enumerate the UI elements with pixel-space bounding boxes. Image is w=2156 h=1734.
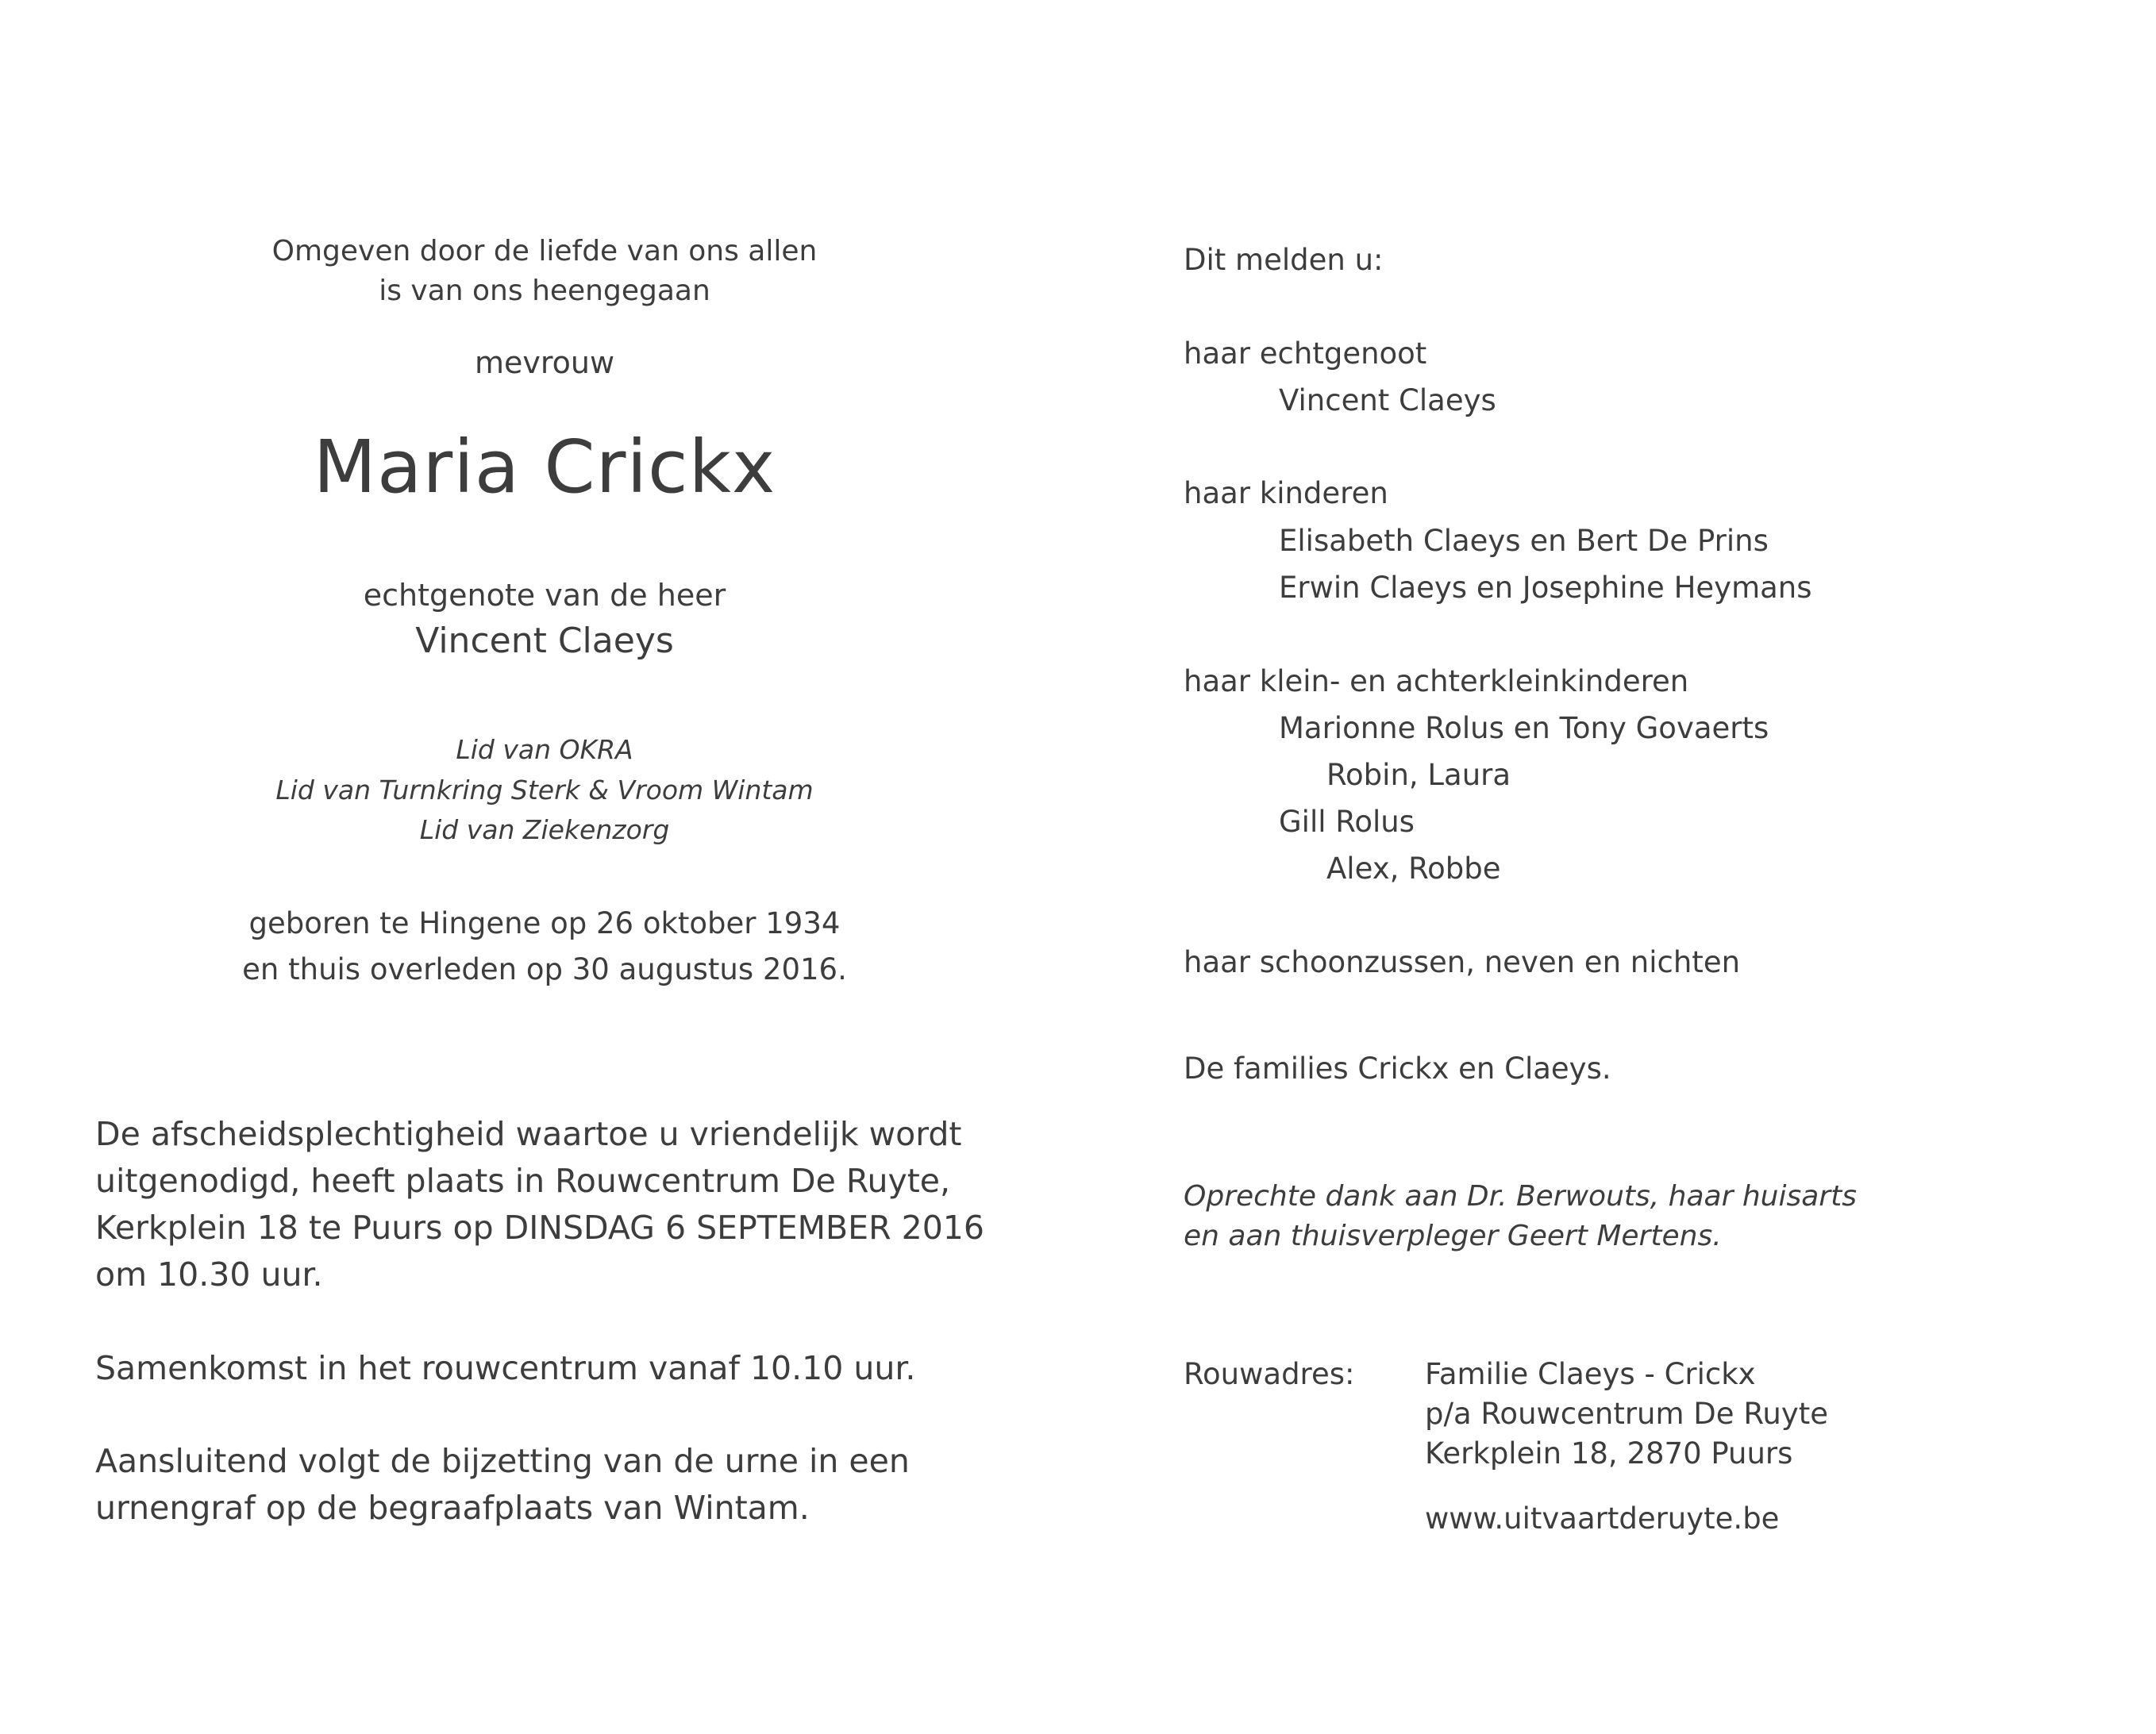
address-label: Rouwadres: [1184, 1357, 1355, 1391]
grandchild-2: Gill Rolus [1279, 805, 1415, 839]
ceremony-line-1: De afscheidsplechtigheid waartoe u vriendelijk wordt [95, 1115, 962, 1153]
membership-3: Lid van Ziekenzorg [419, 814, 670, 845]
husband-label: haar echtgenoot [1184, 336, 1427, 371]
address-line-2: p/a Rouwcentrum De Ruyte [1425, 1397, 1828, 1431]
grandchild-1: Marionne Rolus en Tony Govaerts [1279, 711, 1769, 745]
burial-line-2: urnengraf op de begraafplaats van Wintam. [95, 1489, 810, 1527]
great-grandchildren-1: Robin, Laura [1326, 758, 1511, 792]
spouse-name: Vincent Claeys [415, 621, 674, 661]
birth-line: geboren te Hingene op 26 oktober 1934 [248, 906, 841, 940]
children-label: haar kinderen [1184, 476, 1388, 510]
ceremony-line-3: Kerkplein 18 te Puurs op DINSDAG 6 SEPTEMBER 2016 [95, 1209, 984, 1247]
intro-line-2: is van ons heengegaan [379, 275, 710, 307]
death-line: en thuis overleden op 30 augustus 2016. [242, 952, 847, 986]
spouse-label: echtgenote van de heer [363, 578, 726, 613]
child-2: Erwin Claeys en Josephine Heymans [1279, 571, 1812, 605]
intro-line-1: Omgeven door de liefde van ons allen [271, 235, 818, 267]
great-grandchildren-2: Alex, Robbe [1326, 852, 1501, 886]
thanks-line-2: en aan thuisverpleger Geert Mertens. [1184, 1220, 1722, 1252]
ceremony-paragraph [95, 1111, 984, 1298]
child-1: Elisabeth Claeys en Bert De Prins [1279, 524, 1769, 558]
ceremony-line-2: uitgenodigd, heeft plaats in Rouwcentrum De Ruyte, [95, 1162, 951, 1200]
membership-2: Lid van Turnkring Sterk & Vroom Wintam [275, 775, 814, 805]
membership-1: Lid van OKRA [456, 734, 633, 765]
title-word: mevrouw [474, 345, 615, 380]
husband-name: Vincent Claeys [1279, 383, 1496, 417]
website-link[interactable]: www.uitvaartderuyte.be [1425, 1501, 1780, 1536]
deceased-name: Maria Crickx [313, 425, 776, 509]
gathering-paragraph: Samenkomst in het rouwcentrum vanaf 10.10 uur. [95, 1349, 916, 1387]
burial-paragraph [95, 1438, 910, 1532]
ceremony-line-4: om 10.30 uur. [95, 1255, 323, 1294]
burial-line-1: Aansluitend volgt de bijzetting van de urne in een [95, 1442, 910, 1480]
address-line-3: Kerkplein 18, 2870 Puurs [1425, 1436, 1793, 1471]
families-line: De families Crickx en Claeys. [1184, 1052, 1611, 1086]
others-line: haar schoonzussen, neven en nichten [1184, 945, 1741, 979]
announce-line: Dit melden u: [1184, 243, 1384, 277]
grandchildren-label: haar klein- en achterkleinkinderen [1184, 664, 1689, 698]
thanks-line-1: Oprechte dank aan Dr. Berwouts, haar huisarts [1184, 1180, 1857, 1213]
address-line-1: Familie Claeys - Crickx [1425, 1357, 1756, 1391]
